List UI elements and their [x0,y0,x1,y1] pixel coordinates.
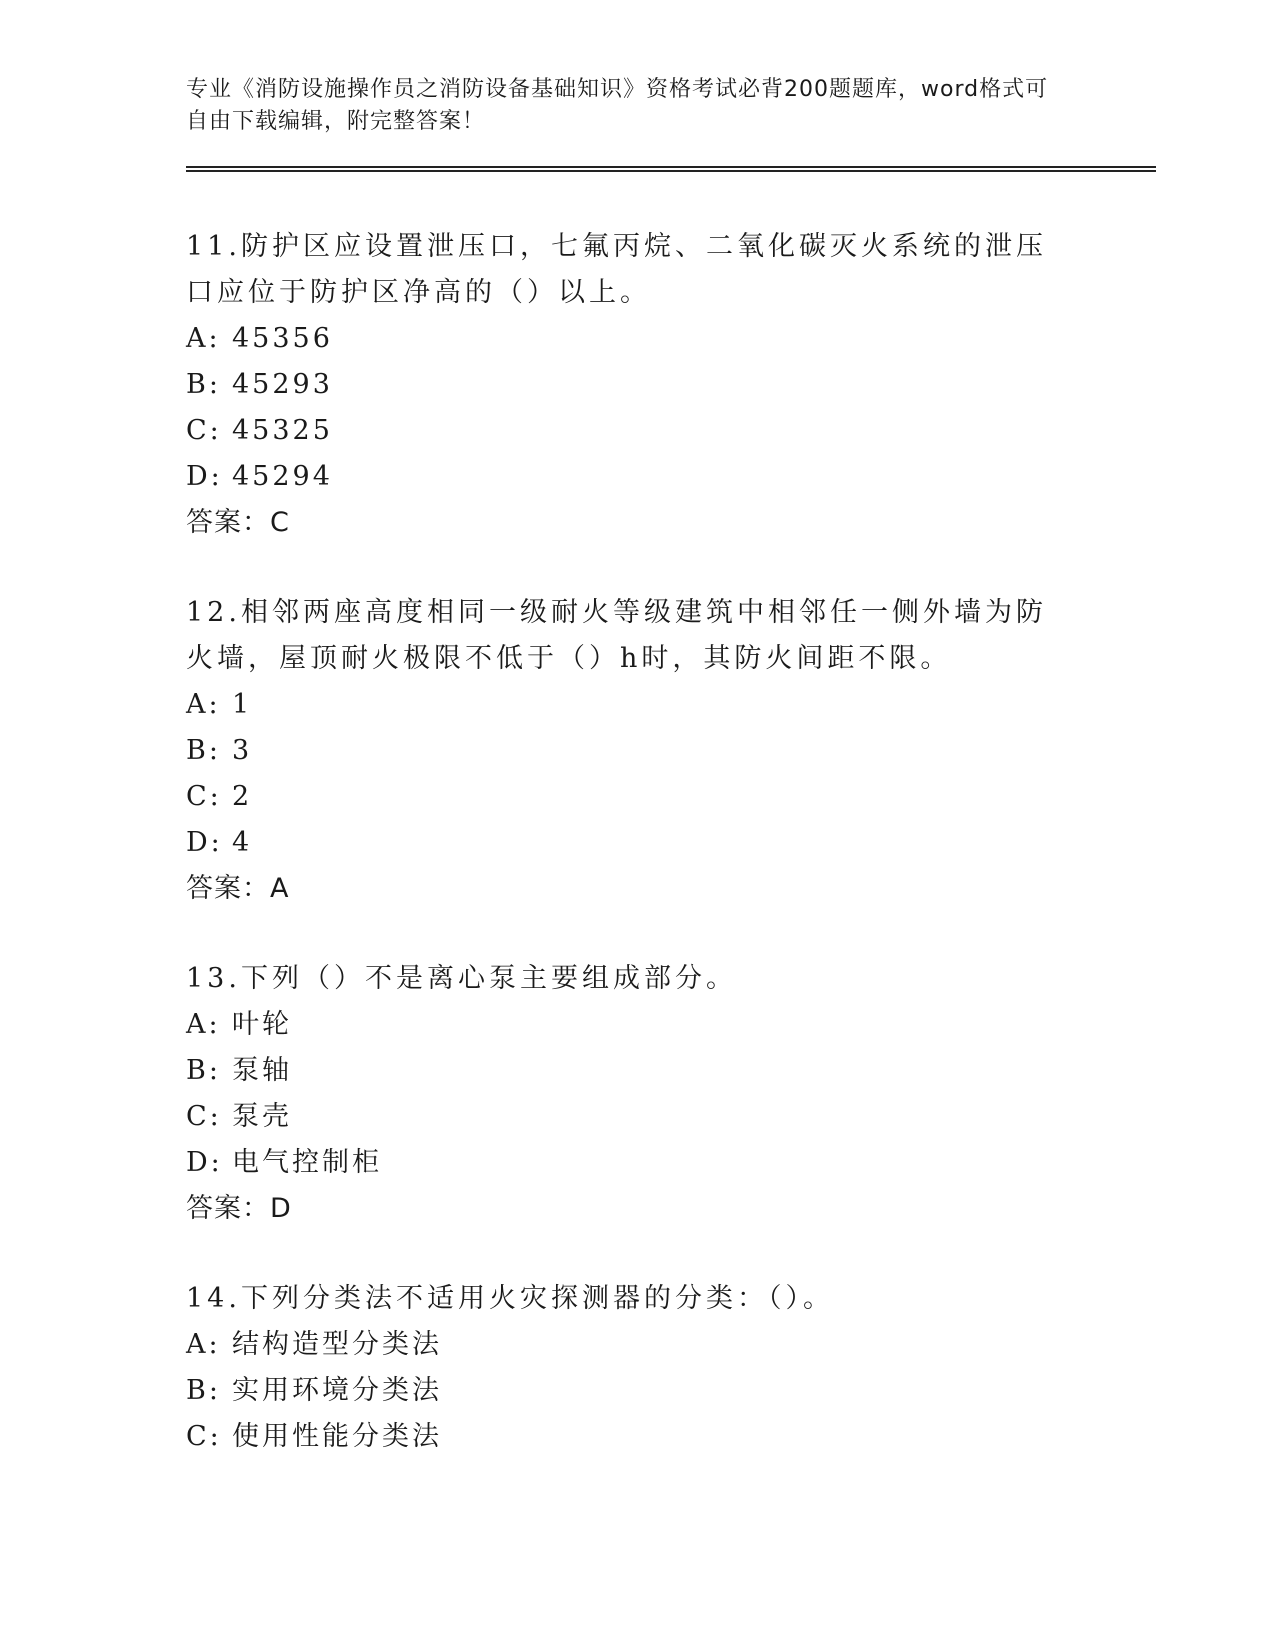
option-c [186,1414,1156,1460]
option-label: D: [186,827,223,858]
option-d [186,820,1156,866]
question-stem: 14.下列分类法不适用火灾探测器的分类：（）。 [186,1283,834,1314]
option-text: 泵壳 [232,1101,292,1132]
question-13 [186,956,1156,1232]
option-text: 2 [232,781,253,812]
option-text: 电气控制柜 [232,1147,382,1178]
option-label: B: [186,1375,221,1406]
option-label: C: [186,1421,222,1452]
option-a [186,682,1156,728]
option-c [186,774,1156,820]
option-label: D: [186,1147,223,1178]
option-d [186,1140,1156,1186]
question-stem: 11.防护区应设置泄压口，七氟丙烷、二氧化碳灭火系统的泄压口应位于防护区净高的（）以上。 [186,231,1047,308]
option-d [186,454,1156,500]
option-text: 1 [232,689,253,720]
option-text: 叶轮 [232,1009,292,1040]
option-label: A: [186,689,221,720]
header-divider [186,166,1156,172]
question-list [186,224,1156,1460]
answer-line: 答案：C [186,507,290,538]
option-label: B: [186,369,221,400]
option-label: D: [186,461,223,492]
option-text: 45293 [232,369,333,400]
option-label: A: [186,1009,221,1040]
option-label: A: [186,323,221,354]
answer-line: 答案：D [186,1193,292,1224]
option-label: B: [186,1055,221,1086]
option-text: 使用性能分类法 [232,1421,442,1452]
option-a [186,1002,1156,1048]
question-stem: 12.相邻两座高度相同一级耐火等级建筑中相邻任一侧外墙为防火墙，屋顶耐火极限不低于（）h时，其防火间距不限。 [186,597,1047,674]
option-c [186,408,1156,454]
option-text: 3 [232,735,253,766]
option-label: C: [186,1101,222,1132]
option-b [186,1368,1156,1414]
option-text: 45294 [232,461,333,492]
question-11 [186,224,1156,546]
question-12 [186,590,1156,912]
option-text: 45356 [232,323,333,354]
question-14 [186,1276,1156,1460]
option-label: C: [186,415,222,446]
option-text: 结构造型分类法 [232,1329,442,1360]
option-label: C: [186,781,222,812]
document-header: 专业《消防设施操作员之消防设备基础知识》资格考试必背200题题库，word格式可自由下载编辑，附完整答案！ [186,77,1049,134]
option-text: 45325 [232,415,333,446]
option-b [186,1048,1156,1094]
question-stem: 13.下列（）不是离心泵主要组成部分。 [186,963,737,994]
answer-line: 答案：A [186,873,290,904]
option-text: 4 [232,827,253,858]
option-c [186,1094,1156,1140]
option-label: A: [186,1329,221,1360]
option-a [186,316,1156,362]
document-page [186,74,1156,1504]
option-label: B: [186,735,221,766]
option-text: 泵轴 [232,1055,292,1086]
option-a [186,1322,1156,1368]
option-b [186,362,1156,408]
option-b [186,728,1156,774]
option-text: 实用环境分类法 [232,1375,442,1406]
